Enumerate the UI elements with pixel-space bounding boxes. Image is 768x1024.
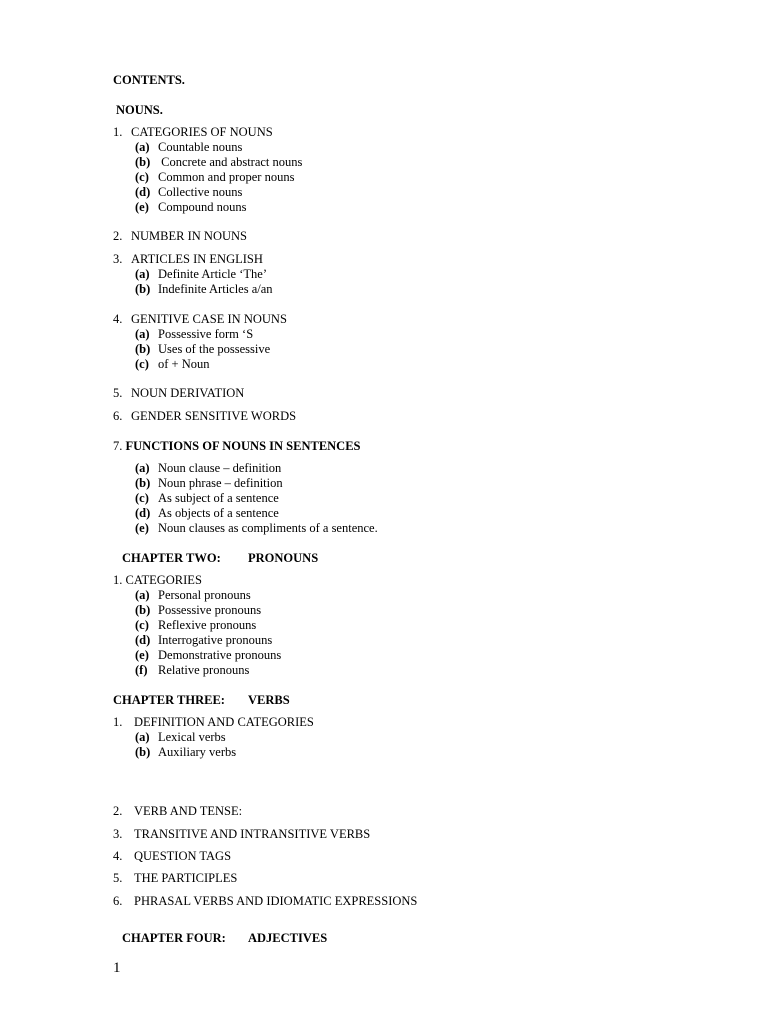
item-label: CATEGORIES OF NOUNS [131, 125, 273, 139]
nouns-item-6 [113, 409, 296, 424]
item-number: 2. [113, 804, 123, 818]
nouns-item-5 [113, 386, 244, 401]
item-label: NUMBER IN NOUNS [131, 229, 247, 243]
sub-item: (c) Common and proper nouns [135, 170, 295, 184]
nouns-item-1 [113, 125, 273, 140]
chapter-two-title: PRONOUNS [248, 551, 319, 565]
sub-item: (d) As objects of a sentence [135, 506, 279, 520]
sub-item: (a) Possessive form ‘S [135, 327, 254, 341]
sub-item: (f) Relative pronouns [135, 663, 250, 677]
chapter-four-label: CHAPTER FOUR: [122, 931, 226, 945]
sub-item: (a) Noun clause – definition [135, 461, 282, 475]
sub-item: (e) Compound nouns [135, 200, 247, 214]
sub-item: (a) Personal pronouns [135, 588, 251, 602]
chapter-three-item-3 [113, 827, 370, 842]
sub-item: (d) Collective nouns [135, 185, 243, 199]
sub-item: (b) Auxiliary verbs [135, 745, 237, 759]
sub-item: (c) As subject of a sentence [135, 491, 279, 505]
item-label: FUNCTIONS OF NOUNS IN SENTENCES [125, 439, 361, 453]
item-label: GENDER SENSITIVE WORDS [131, 409, 297, 423]
chapter-three-title: VERBS [248, 693, 290, 707]
chapter-two-item-1 [113, 573, 202, 588]
sub-item: (b) Concrete and abstract nouns [135, 155, 303, 169]
chapter-four-title: ADJECTIVES [248, 931, 328, 945]
nouns-item-7 [113, 439, 361, 454]
item-number: 3. [113, 827, 123, 841]
sub-item: (c) Reflexive pronouns [135, 618, 257, 632]
item-label: TRANSITIVE AND INTRANSITIVE VERBS [134, 827, 371, 841]
sub-item: (a) Definite Article ‘The’ [135, 267, 267, 281]
item-label: GENITIVE CASE IN NOUNS [131, 312, 287, 326]
sub-item: (e) Demonstrative pronouns [135, 648, 282, 662]
nouns-item-4 [113, 312, 287, 327]
item-number: 5. [113, 386, 123, 400]
item-number: 6. [113, 409, 123, 423]
page-number: 1 [113, 960, 121, 976]
item-label: DEFINITION AND CATEGORIES [134, 715, 314, 729]
item-label: NOUN DERIVATION [131, 386, 245, 400]
item-number: 3. [113, 252, 123, 266]
nouns-item-3 [113, 252, 263, 267]
chapter-three-item-6 [113, 894, 417, 909]
chapter-three-item-4 [113, 849, 231, 864]
item-number: 6. [113, 894, 123, 908]
nouns-item-2 [113, 229, 247, 244]
sub-item: (b) Indefinite Articles a/an [135, 282, 273, 296]
contents-title: CONTENTS. [113, 73, 185, 87]
chapter-three-label: CHAPTER THREE: [113, 693, 225, 707]
chapter-two-label: CHAPTER TWO: [122, 551, 221, 565]
sub-item: (e) Noun clauses as compliments of a sentence. [135, 521, 378, 535]
chapter-three-item-2 [113, 804, 242, 819]
item-label: THE PARTICIPLES [134, 871, 238, 885]
item-label: ARTICLES IN ENGLISH [131, 252, 263, 266]
item-label: QUESTION TAGS [134, 849, 232, 863]
sub-item: (b) Possessive pronouns [135, 603, 262, 617]
sub-item: (a) Countable nouns [135, 140, 243, 154]
item-number: 1. [113, 125, 123, 139]
sub-item: (b) Noun phrase – definition [135, 476, 283, 490]
chapter-three-item-1 [113, 715, 314, 730]
item-number: 2. [113, 229, 123, 243]
sub-item: (b) Uses of the possessive [135, 342, 271, 356]
item-number: 1. [113, 573, 123, 587]
sub-item: (d) Interrogative pronouns [135, 633, 273, 647]
item-number: 1. [113, 715, 123, 729]
chapter-three-item-5 [113, 871, 237, 886]
item-label: CATEGORIES [125, 573, 202, 587]
nouns-heading: NOUNS. [116, 103, 163, 117]
item-label: PHRASAL VERBS AND IDIOMATIC EXPRESSIONS [134, 894, 418, 908]
sub-item: (c) of + Noun [135, 357, 210, 371]
item-number: 7. [113, 439, 123, 453]
item-number: 4. [113, 849, 123, 863]
sub-item: (a) Lexical verbs [135, 730, 226, 744]
item-number: 5. [113, 871, 123, 885]
item-number: 4. [113, 312, 123, 326]
item-label: VERB AND TENSE: [134, 804, 243, 818]
